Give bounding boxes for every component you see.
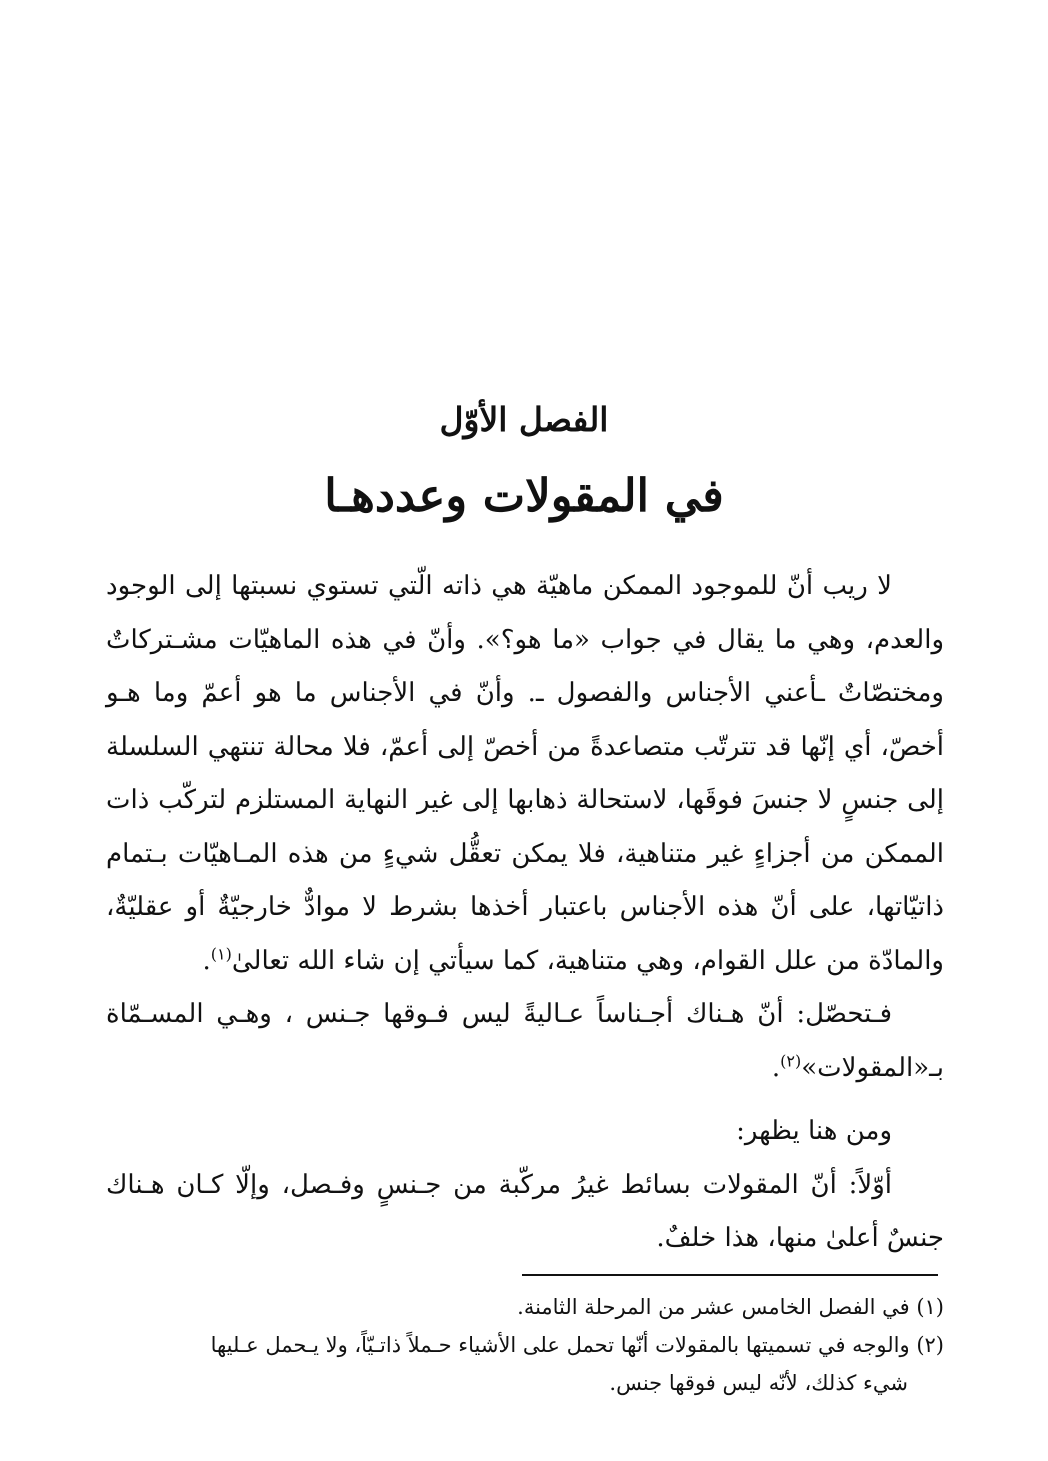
paragraph-2: [106, 988, 944, 1095]
footnote-1: (١) في الفصل الخامس عشر من المرحلة الثامنة.: [517, 1295, 944, 1319]
footnote-2: (٢) والوجه في تسميتها بالمقولات أنّها تحمل على الأشياء حـملاً ذاتـيّاً، ولا يـحمل عـليها: [210, 1333, 944, 1357]
footnote-ref-1: (١): [210, 943, 232, 963]
footnotes: [106, 1288, 944, 1402]
chapter-title: في المقولات وعددهـا: [324, 469, 724, 522]
paragraph-2-text: فـتحصّل: أنّ هـناك أجـناساً عـاليةً ليس فـوقها جـنس ، وهـي المسـمّاة بـ«المقولات»: [106, 999, 944, 1083]
paragraph-2-end: .: [771, 1052, 781, 1083]
body-text: [106, 560, 944, 1266]
paragraph-1: [106, 560, 944, 988]
paragraph-3: ومن هنا يظهر:: [736, 1116, 892, 1146]
footnote-ref-2: (٢): [780, 1050, 802, 1070]
paragraph-1-end: .: [202, 945, 211, 976]
paragraph-1-text: لا ريب أنّ للموجود الممكن ماهيّة هي ذاته الّتي تستوي نسبتها إلى الوجود والعدم، وهي ما يقال في جواب «ما هو؟». وأنّ في هذه الماهيّات مشـتركاتٌ ومختصّاتٌ ـأعني الأجناس والفصول ـ. وأنّ في الأجناس ما هو أعمّ وما هـو أخصّ، أي إنّها قد تترتّب متصاعدةً من أخصّ إلى أعمّ، فلا محالة تنتهي السلسلة إلى جنسٍ لا جنسَ فوقَها، لاستحالة ذهابها إلى غير النهاية المستلزم لتركّب ذات الممكن من أجزاءٍ غير متناهية، فلا يمكن تعقُّل شيءٍ من هذه المـاهيّات بـتمام ذاتيّاتها، على أنّ هذه الأجناس باعتبار أخذها بشرط لا موادٌّ خارجيّةٌ أو عقليّةٌ، والمادّة من علل القوام، وهي متناهية، كما سيأتي إن شاء الله تعالىٰ: [106, 571, 944, 976]
chapter-label: الفصل الأوّل: [439, 400, 609, 439]
paragraph-4: أوّلاً: أنّ المقولات بسائط غيرُ مركّبة من جـنسٍ وفـصل، وإلّا كـان هـناك جنسٌ أعلىٰ منها، هذا خلفٌ.: [106, 1169, 944, 1253]
footnote-divider: [522, 1274, 938, 1276]
footnote-2-continuation: شيء كذلك، لأنّه ليس فوقها جنس.: [609, 1371, 908, 1395]
